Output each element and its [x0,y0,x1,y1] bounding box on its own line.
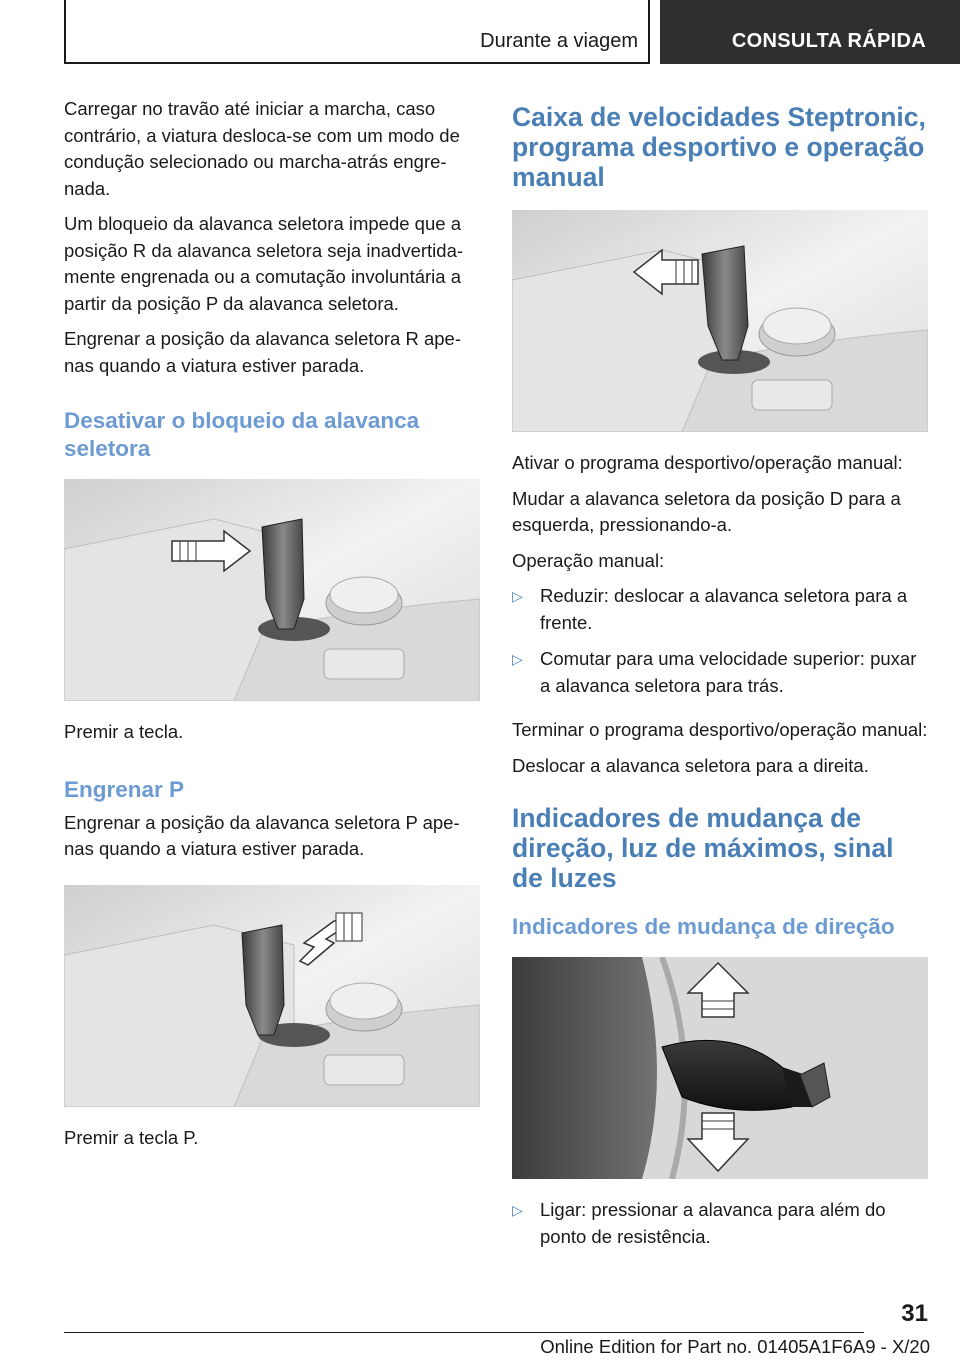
heading-unlock: Desativar o bloqueio da alavanca seletora [64,408,420,461]
paragraph-end-title: Terminar o programa desportivo/operação manual: [512,719,928,740]
list-item-text: Reduzir: deslocar a alavanca seletora para a frente. [540,585,908,633]
paragraph-brake: Carregar no travão até iniciar a marcha, caso contrário, a viatura desloca-se com um modo de condução selecionado ou marcha-atrás engrenada. [64,98,460,199]
paragraph-engage-p: Engrenar a posição da alavanca seletora P apenas quando a viatura estiver parada. [64,811,460,859]
right-column [512,96,928,1260]
header-divider-mid [648,0,650,64]
heading-engage-p: Engrenar P [64,776,185,802]
figure-sport-program [512,210,928,432]
paragraph-end: Deslocar a alavanca seletora para a direita. [512,754,869,776]
left-column [64,96,480,1160]
list-item-downshift [512,583,928,636]
triangle-right-icon: ▷ [512,588,523,604]
triangle-right-icon: ▷ [512,1202,523,1218]
header-section-title: Durante a viagem [480,30,638,52]
figure-turn-signal-lever [512,957,928,1179]
list-item-turn-on [512,1197,928,1250]
page-number: 31 [901,1300,928,1327]
figure-p-button [64,885,480,1107]
list-item-text: Ligar: pressionar a alavanca para além do ponto de resistência. [540,1199,886,1247]
triangle-right-icon: ▷ [512,651,523,667]
list-item-text: Comutar para uma velocidade superior: puxar a alavanca seletora para trás. [540,648,917,696]
heading-indicators: Indicadores de mudança de direção, luz de máximos, sinal de luzes [512,803,894,893]
header-underline [64,62,650,64]
paragraph-lock: Um bloqueio da alavanca seletora impede que a posição R da alavanca seletora seja inadvertidamente engrenada ou a comutação involuntária a partir da posição P da alavanca seletora. [64,213,464,314]
footer-edition: Online Edition for Part no. 01405A1F6A9 - X/20 [540,1336,930,1357]
paragraph-activate-title: Ativar o programa desportivo/operação manual: [512,452,903,473]
paragraph-engage-r: Engrenar a posição da alavanca seletora R apenas quando a viatura estiver parada. [64,328,461,376]
list-item-upshift [512,646,928,699]
caption-press-p: Premir a tecla P. [64,1126,199,1148]
footer-divider [64,1332,864,1333]
heading-turn-signals: Indicadores de mudança de direção [512,914,895,939]
paragraph-activate: Mudar a alavanca seletora da posição D para a esquerda, pressionando-a. [512,487,901,535]
heading-steptronic: Caixa de velocidades Steptronic, programa desportivo e operação manual [512,102,926,192]
paragraph-manual-title: Operação manual: [512,549,665,571]
header-chapter-tab[interactable]: CONSULTA RÁPIDA [660,0,960,64]
figure-unlock-button [64,479,480,701]
caption-press-button: Premir a tecla. [64,721,184,742]
header-divider-left [64,0,66,64]
